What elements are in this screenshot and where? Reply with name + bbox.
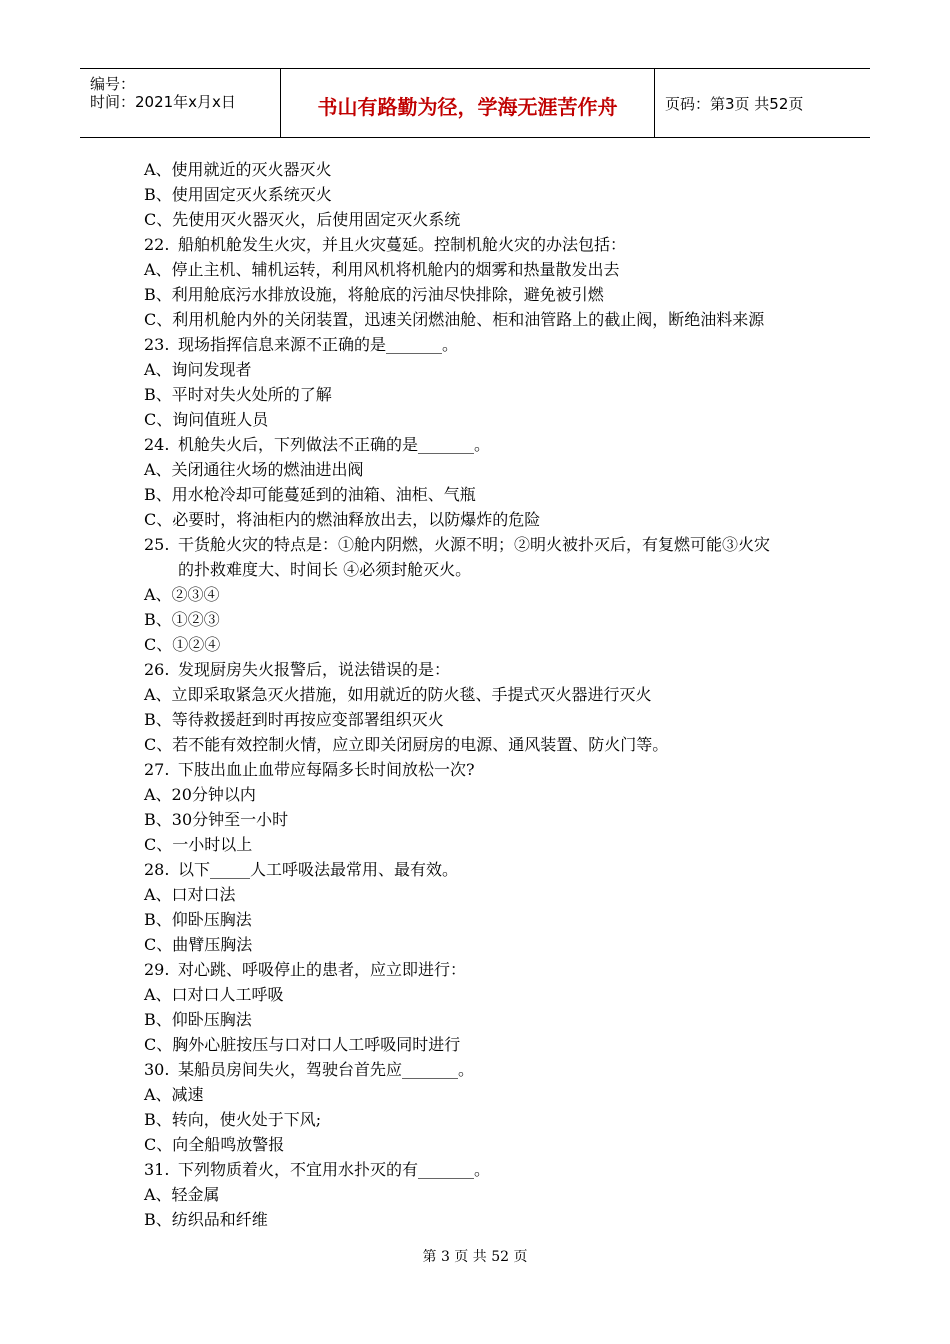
question-number: 31. (144, 1160, 170, 1179)
answer-option: B、30分钟至一小时 (144, 810, 289, 829)
question-stem (144, 657, 824, 682)
question-text: 现场指挥信息来源不正确的是_______。 (178, 335, 459, 354)
answer-option: A、口对口人工呼吸 (144, 985, 284, 1004)
question-text: 下列物质着火，不宜用水扑灭的有_______。 (178, 1160, 491, 1179)
answer-option: A、20分钟以内 (144, 785, 256, 804)
question-stem (144, 857, 824, 882)
header-page-code: 页码：第3页 共52页 (665, 95, 804, 113)
page-header (80, 68, 870, 138)
answer-option: B、①②③ (144, 610, 220, 629)
question-stem (144, 332, 824, 357)
question-number: 24. (144, 435, 170, 454)
answer-option: A、停止主机、辅机运转，利用风机将机舱内的烟雾和热量散发出去 (144, 260, 620, 279)
answer-option: C、利用机舱内外的关闭装置，迅速关闭燃油舱、柜和油管路上的截止阀，断绝油料来源 (144, 310, 765, 329)
answer-option: B、用水枪冷却可能蔓延到的油箱、油柜、气瓶 (144, 485, 476, 504)
answer-option: A、询问发现者 (144, 360, 252, 379)
question-number: 28. (144, 860, 170, 879)
question-text: 船舶机舱发生火灾，并且火灾蔓延。控制机舱火灾的办法包括： (178, 235, 627, 254)
question-text: 机舱失火后，下列做法不正确的是_______。 (178, 435, 491, 454)
question-text: 发现厨房失火报警后，说法错误的是： (178, 660, 451, 679)
header-motto: 书山有路勤为径，学海无涯苦作舟 (317, 95, 618, 119)
answer-option: A、关闭通往火场的燃油进出阀 (144, 460, 364, 479)
answer-option: C、询问值班人员 (144, 410, 269, 429)
question-stem (144, 957, 824, 982)
question-number: 26. (144, 660, 170, 679)
question-stem (144, 532, 824, 557)
answer-option: C、向全船鸣放警报 (144, 1135, 285, 1154)
answer-option: B、平时对失火处所的了解 (144, 385, 332, 404)
header-motto-cell (281, 69, 655, 137)
answer-option: C、①②④ (144, 635, 221, 654)
answer-option: A、立即采取紧急灭火措施，如用就近的防火毯、手提式灭火器进行灭火 (144, 685, 652, 704)
question-number: 29. (144, 960, 170, 979)
answer-option: A、②③④ (144, 585, 220, 604)
document-number-label: 编号： (90, 75, 136, 93)
question-text: 下肢出血止血带应每隔多长时间放松一次? (178, 760, 475, 779)
question-number: 27. (144, 760, 170, 779)
answer-option: C、胸外心脏按压与口对口人工呼吸同时进行 (144, 1035, 461, 1054)
answer-option: C、先使用灭火器灭火，后使用固定灭火系统 (144, 210, 461, 229)
question-text: 某船员房间失火，驾驶台首先应_______。 (178, 1060, 475, 1079)
question-number: 23. (144, 335, 170, 354)
answer-option: C、若不能有效控制火情，应立即关闭厨房的电源、通风装置、防火门等。 (144, 735, 669, 754)
answer-option: B、仰卧压胸法 (144, 910, 252, 929)
answer-option: A、减速 (144, 1085, 204, 1104)
question-text-continuation: 的扑救难度大、时间长 ④必须封舱灭火。 (178, 560, 472, 579)
question-stem (144, 1057, 824, 1082)
question-text: 以下_____人工呼吸法最常用、最有效。 (178, 860, 459, 879)
answer-option: B、等待救援赶到时再按应变部署组织灭火 (144, 710, 444, 729)
answer-option: A、轻金属 (144, 1185, 220, 1204)
answer-option: B、转向，使火处于下风; (144, 1110, 322, 1129)
question-stem (144, 432, 824, 457)
question-number: 30. (144, 1060, 170, 1079)
question-stem (144, 232, 824, 257)
answer-option: A、口对口法 (144, 885, 236, 904)
question-list (144, 157, 824, 1232)
question-number: 25. (144, 535, 170, 554)
question-text: 干货舱火灾的特点是：①舱内阴燃，火源不明；②明火被扑灭后，有复燃可能③火灾 (178, 535, 771, 554)
header-page-cell (655, 69, 870, 137)
document-date: 时间：2021年x月x日 (90, 93, 236, 111)
answer-option: B、利用舱底污水排放设施，将舱底的污油尽快排除，避免被引燃 (144, 285, 604, 304)
question-stem (144, 757, 824, 782)
answer-option: A、使用就近的灭火器灭火 (144, 160, 332, 179)
answer-option: C、曲臂压胸法 (144, 935, 253, 954)
question-stem (144, 1157, 824, 1182)
answer-option: B、纺织品和纤维 (144, 1210, 268, 1229)
page-footer: 第 3 页 共 52 页 (422, 1249, 528, 1265)
question-number: 22. (144, 235, 170, 254)
answer-option: C、必要时，将油柜内的燃油释放出去，以防爆炸的危险 (144, 510, 541, 529)
answer-option: B、仰卧压胸法 (144, 1010, 252, 1029)
header-info-cell (80, 69, 281, 137)
question-text: 对心跳、呼吸停止的患者，应立即进行： (178, 960, 467, 979)
answer-option: C、一小时以上 (144, 835, 253, 854)
answer-option: B、使用固定灭火系统灭火 (144, 185, 332, 204)
